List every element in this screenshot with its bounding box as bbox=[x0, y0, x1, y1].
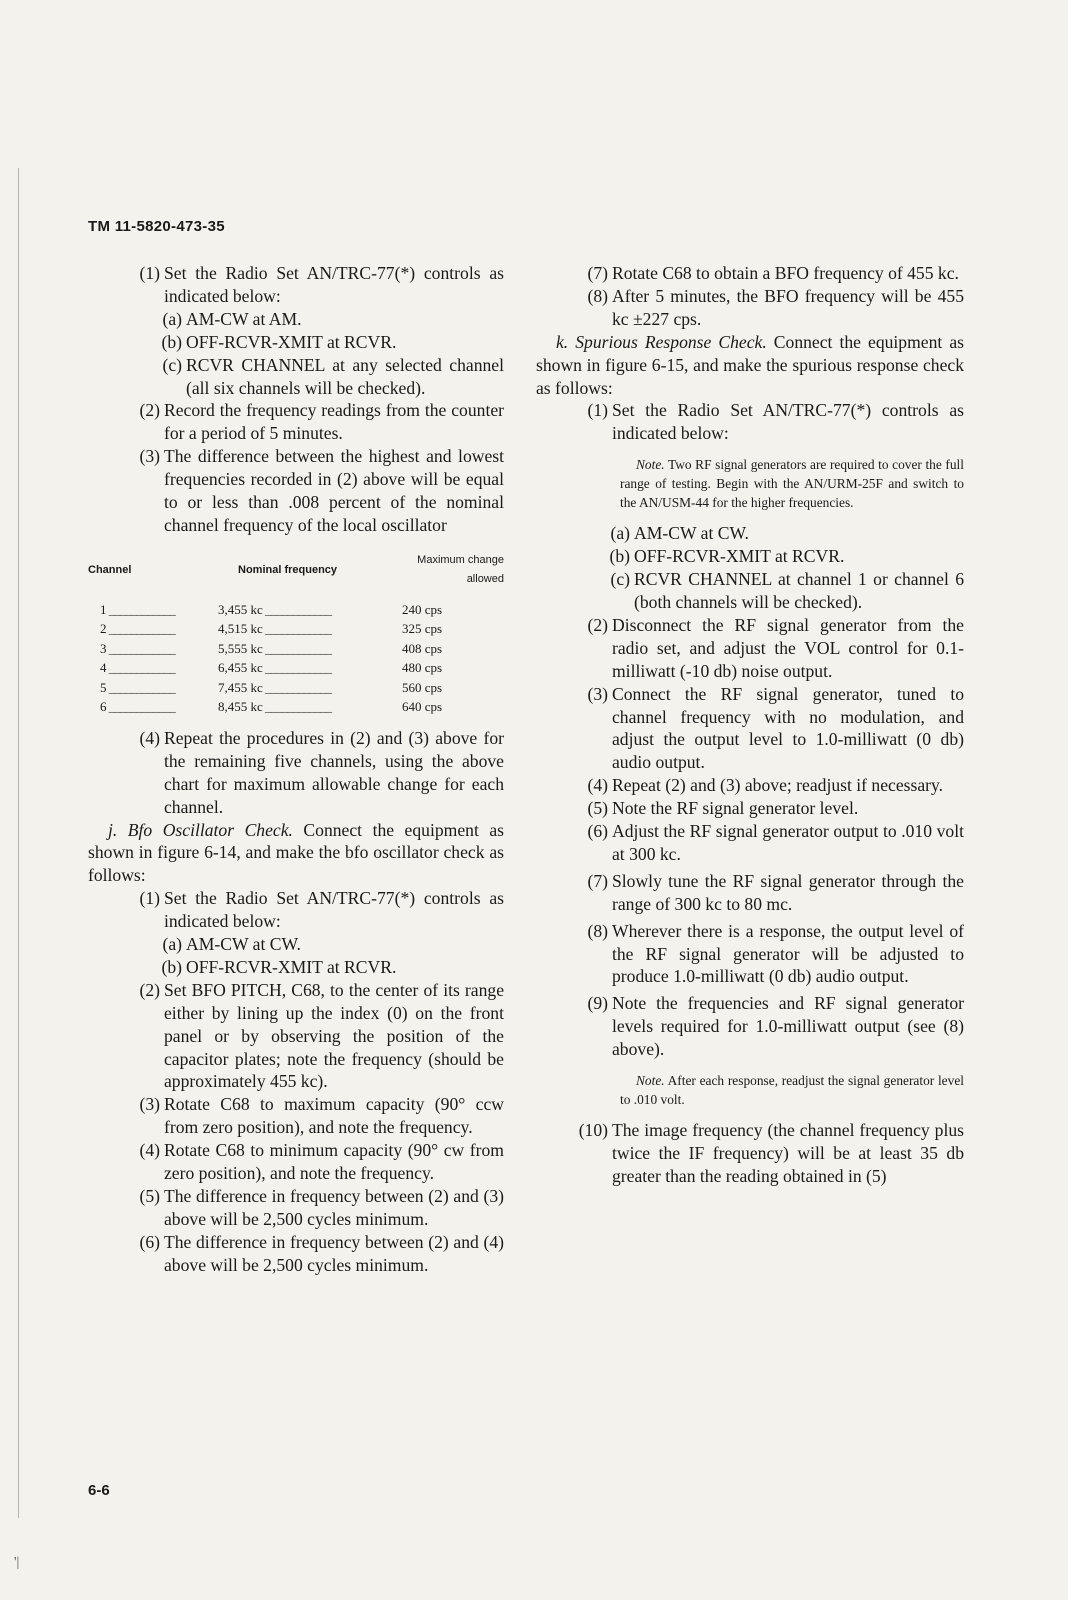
step-item bbox=[536, 614, 964, 683]
step-item bbox=[536, 797, 964, 820]
step-text: The difference in frequency between (2) and (3) above will be 2,500 cycles minimum. bbox=[164, 1186, 504, 1229]
step-item bbox=[88, 331, 504, 354]
channel-cell: 2 _____ bbox=[88, 619, 218, 639]
step-text: Connect the RF signal generator, tuned to channel frequency with no modulation, and adjust the output level to 1.0-milliwatt (0 db) audio output. bbox=[612, 683, 964, 773]
table-header-nominal: Nominal frequency bbox=[238, 563, 338, 576]
stray-mark: '| bbox=[14, 1555, 20, 1570]
nominal-frequency-cell: 8,455 kc _____ bbox=[218, 697, 396, 717]
step-number: (2) bbox=[139, 979, 160, 1000]
step-item bbox=[88, 399, 504, 445]
step-text: Adjust the RF signal generator output to .010 volt at 300 kc. bbox=[612, 821, 964, 864]
step-item bbox=[88, 727, 504, 819]
step-number: (b) bbox=[609, 546, 630, 567]
step-text: Repeat the procedures in (2) and (3) above for the remaining five channels, using the above chart for maximum allowable change for each channel. bbox=[164, 727, 504, 817]
step-text: After 5 minutes, the BFO frequency will be 455 kc ±227 cps. bbox=[612, 285, 964, 329]
step-text: AM-CW at CW. bbox=[634, 523, 749, 544]
step-number: (5) bbox=[587, 798, 608, 819]
step-text: Record the frequency readings from the counter for a period of 5 minutes. bbox=[164, 400, 504, 444]
step-text: Set the Radio Set AN/TRC-77(*) controls as indicated below: bbox=[164, 888, 504, 932]
step-text: Rotate C68 to maximum capacity (90° ccw from zero position), and note the frequency. bbox=[164, 1094, 504, 1138]
step-text: Set BFO PITCH, C68, to the center of its range either by lining up the index (0) on the front panel or by observing the position of the capacitor plates; note the frequency (should be approximately 455 kc). bbox=[164, 979, 504, 1092]
right-steps-1 bbox=[536, 262, 964, 331]
step-text: RCVR CHANNEL at any selected channel (all six channels will be checked). bbox=[186, 354, 504, 398]
channel-table bbox=[88, 551, 504, 717]
step-number: (a) bbox=[162, 308, 182, 329]
nominal-frequency-cell: 4,515 kc _____ bbox=[218, 619, 396, 639]
step-item bbox=[536, 820, 964, 866]
note-readjust bbox=[620, 1071, 964, 1109]
step-item bbox=[88, 262, 504, 308]
step-number: (b) bbox=[161, 956, 182, 977]
step-item bbox=[536, 399, 964, 445]
step-number: (3) bbox=[139, 1094, 160, 1115]
step-number: (c) bbox=[162, 354, 182, 375]
step-item bbox=[88, 887, 504, 933]
right-column bbox=[536, 262, 964, 1188]
max-change-cell: 560 cps bbox=[402, 679, 443, 695]
margin-rule bbox=[18, 168, 19, 1518]
step-text: Set the Radio Set AN/TRC-77(*) controls as indicated below: bbox=[612, 400, 964, 444]
channel-cell: 1 _____ bbox=[88, 600, 218, 620]
step-number: (a) bbox=[162, 934, 182, 955]
max-change-cell: 480 cps bbox=[402, 660, 443, 676]
table-row bbox=[88, 678, 504, 698]
section-j-body: Connect the equipment as shown in figure 6-14, and make the bfo oscillator check as follows: bbox=[88, 819, 504, 886]
step-text: The image frequency (the channel frequency plus twice the IF frequency) will be at least 35 db greater than the reading obtained in (5) bbox=[612, 1120, 964, 1186]
note-text: Two RF signal generators are required to cover the full range of testing. Begin with the AN/URM-25F and switch to the AN/USM-44 for the higher frequencies. bbox=[620, 457, 964, 511]
step-number: (7) bbox=[587, 870, 608, 891]
step-text: OFF-RCVR-XMIT at RCVR. bbox=[634, 546, 845, 567]
step-item bbox=[536, 992, 964, 1061]
max-change-cell: 640 cps bbox=[402, 699, 443, 715]
step-number: (9) bbox=[587, 993, 608, 1014]
step-item bbox=[88, 1093, 504, 1139]
table-header-channel: Channel bbox=[88, 563, 132, 576]
step-number: (c) bbox=[610, 569, 630, 590]
nominal-frequency-cell: 6,455 kc _____ bbox=[218, 658, 396, 678]
step-number: (1) bbox=[139, 263, 160, 283]
table-row bbox=[88, 600, 504, 620]
table-row bbox=[88, 639, 504, 659]
step-text: AM-CW at CW. bbox=[186, 934, 301, 955]
step-item bbox=[88, 956, 504, 979]
step-item bbox=[88, 445, 504, 537]
step-number: (5) bbox=[139, 1186, 160, 1206]
left-column bbox=[88, 262, 504, 1277]
step-item bbox=[88, 933, 504, 956]
step-text: OFF-RCVR-XMIT at RCVR. bbox=[186, 956, 397, 977]
step-item bbox=[88, 1231, 504, 1277]
step-text: Rotate C68 to obtain a BFO frequency of 455 kc. bbox=[612, 263, 959, 283]
table-row bbox=[88, 658, 504, 678]
step-text: Slowly tune the RF signal generator through the range of 300 kc to 80 mc. bbox=[612, 870, 964, 914]
step-item bbox=[536, 285, 964, 331]
section-k bbox=[536, 331, 964, 400]
step-item bbox=[536, 920, 964, 989]
step-number: (2) bbox=[139, 400, 160, 421]
step-item bbox=[536, 1119, 964, 1188]
step-number: (3) bbox=[587, 683, 608, 704]
step-item bbox=[536, 870, 964, 916]
note-rf-generators bbox=[620, 455, 964, 512]
right-steps-2 bbox=[536, 399, 964, 445]
step-number: (4) bbox=[587, 775, 608, 796]
table-row bbox=[88, 619, 504, 639]
section-k-title: k. Spurious Response Check. bbox=[556, 331, 767, 352]
step-item bbox=[536, 774, 964, 797]
step-item bbox=[536, 568, 964, 614]
step-text: Note the RF signal generator level. bbox=[612, 798, 859, 819]
note-text: After each response, readjust the signal generator level to .010 volt. bbox=[620, 1073, 964, 1108]
section-k-body: Connect the equipment as shown in figure 6-15, and make the spurious response check as follows: bbox=[536, 331, 964, 398]
step-item bbox=[88, 979, 504, 1094]
step-item bbox=[88, 308, 504, 331]
page-header: TM 11-5820-473-35 bbox=[88, 218, 225, 235]
step-number: (6) bbox=[139, 1231, 160, 1252]
step-text: AM-CW at AM. bbox=[186, 308, 302, 329]
step-text: Repeat (2) and (3) above; readjust if necessary. bbox=[612, 775, 944, 796]
step-number: (4) bbox=[139, 1140, 160, 1161]
step-item bbox=[88, 354, 504, 400]
step-item bbox=[88, 1139, 504, 1185]
step-item bbox=[536, 683, 964, 775]
table-header-max: Maximum change allowed bbox=[417, 553, 504, 586]
max-change-cell: 240 cps bbox=[402, 601, 443, 617]
step-text: The difference in frequency between (2) and (4) above will be 2,500 cycles minimum. bbox=[164, 1231, 504, 1275]
step-number: (a) bbox=[610, 523, 630, 544]
step-item bbox=[536, 262, 964, 285]
step-number: (8) bbox=[587, 285, 608, 306]
step-number: (7) bbox=[587, 263, 608, 283]
left-steps-2 bbox=[88, 727, 504, 819]
step-number: (8) bbox=[587, 920, 608, 941]
step-text: Disconnect the RF signal generator from the radio set, and adjust the VOL control for 0.1-milliwatt (-10 db) noise output. bbox=[612, 614, 964, 681]
step-number: (10) bbox=[578, 1120, 608, 1141]
step-text: Note the frequencies and RF signal generator levels required for 1.0-milliwatt output (see (8) above). bbox=[612, 993, 964, 1060]
right-steps-3 bbox=[536, 522, 964, 1061]
step-item bbox=[88, 1185, 504, 1231]
channel-cell: 4 _____ bbox=[88, 658, 218, 678]
step-text: The difference between the highest and lowest frequencies recorded in (2) above will be equal to or less than .008 percent of the nominal channel frequency of the local oscillator bbox=[164, 446, 504, 535]
table-row bbox=[88, 697, 504, 717]
max-change-cell: 408 cps bbox=[402, 640, 443, 656]
step-number: (1) bbox=[587, 400, 608, 421]
step-number: (b) bbox=[161, 331, 182, 352]
nominal-frequency-cell: 3,455 kc _____ bbox=[218, 600, 396, 620]
channel-cell: 5 _____ bbox=[88, 678, 218, 698]
section-j-title: j. Bfo Oscillator Check. bbox=[108, 819, 293, 840]
channel-cell: 6 _____ bbox=[88, 697, 218, 717]
step-number: (3) bbox=[139, 446, 160, 467]
note-label: Note. bbox=[636, 1073, 665, 1089]
step-item bbox=[536, 522, 964, 545]
step-number: (6) bbox=[587, 821, 608, 842]
left-steps-1 bbox=[88, 262, 504, 537]
right-steps-4 bbox=[536, 1119, 964, 1188]
step-text: RCVR CHANNEL at channel 1 or channel 6 (both channels will be checked). bbox=[634, 569, 964, 612]
section-j bbox=[88, 819, 504, 888]
step-text: Rotate C68 to minimum capacity (90° cw from zero position), and note the frequency. bbox=[164, 1140, 504, 1184]
max-change-cell: 325 cps bbox=[402, 621, 443, 637]
step-number: (2) bbox=[587, 614, 608, 635]
note-label: Note. bbox=[636, 457, 665, 473]
step-text: OFF-RCVR-XMIT at RCVR. bbox=[186, 331, 397, 352]
channel-cell: 3 _____ bbox=[88, 639, 218, 659]
step-text: Wherever there is a response, the output level of the RF signal generator will be adjusted to produce 1.0-milliwatt (0 db) audio output. bbox=[612, 920, 964, 987]
step-item bbox=[536, 545, 964, 568]
page-number: 6-6 bbox=[88, 1482, 110, 1499]
step-number: (4) bbox=[139, 727, 160, 748]
step-number: (1) bbox=[139, 888, 160, 909]
nominal-frequency-cell: 7,455 kc _____ bbox=[218, 678, 396, 698]
step-text: Set the Radio Set AN/TRC-77(*) controls as indicated below: bbox=[164, 263, 504, 306]
nominal-frequency-cell: 5,555 kc _____ bbox=[218, 639, 396, 659]
left-steps-3 bbox=[88, 887, 504, 1276]
